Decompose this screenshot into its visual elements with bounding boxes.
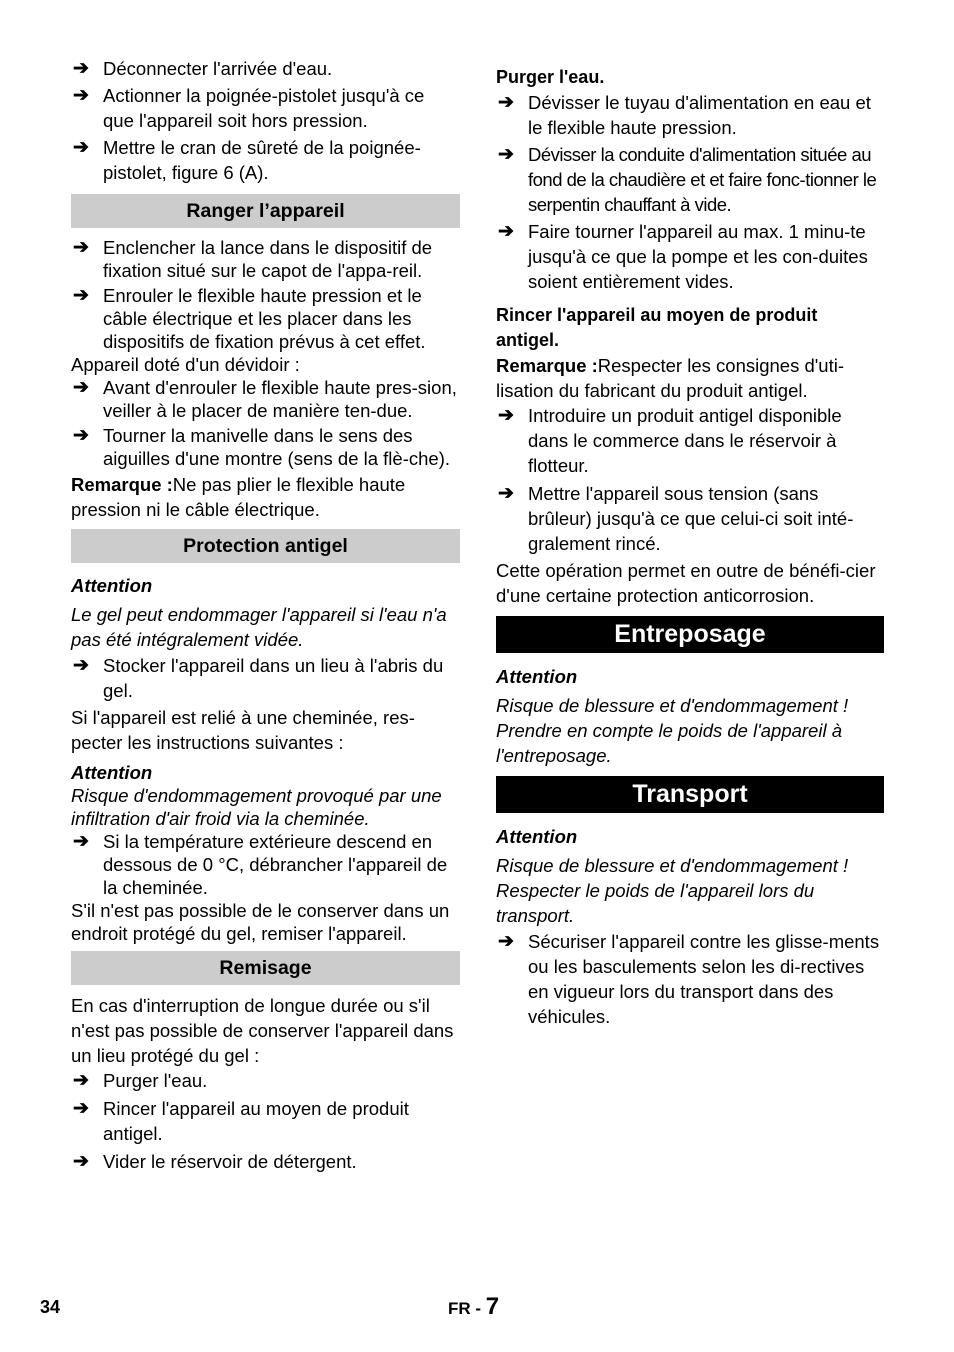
list-item: ➔ Enclencher la lance dans le dispositif de fixation situé sur le capot de l'appa-reil. <box>73 237 433 281</box>
arrow-right-icon: ➔ <box>498 405 514 426</box>
list-item: ➔ Rincer l'appareil au moyen de produit antigel. <box>73 1098 409 1144</box>
paragraph: S'il n'est pas possible de le conserver dans un endroit protégé du gel, remiser l'appareil. <box>71 900 450 944</box>
section-heading-entreposage: Entreposage <box>496 616 884 653</box>
list-item: ➔ Déconnecter l'arrivée d'eau. <box>73 58 333 79</box>
list-item: ➔ Dévisser le tuyau d'alimentation en eau et le flexible haute pression. <box>498 92 871 138</box>
note-paragraph: Remarque :Ne pas plier le flexible haute pression ni le câble électrique. <box>71 474 406 520</box>
attention-label: Attention <box>496 826 578 847</box>
attention-label: Attention <box>496 666 578 687</box>
arrow-right-icon: ➔ <box>73 58 89 79</box>
arrow-right-icon: ➔ <box>73 377 89 398</box>
paragraph: En cas d'interruption de longue durée ou s'il n'est pas possible de conserver l'appareil dans un lieu protégé du gel : <box>71 995 454 1066</box>
list-item: ➔ Mettre l'appareil sous tension (sans brûleur) jusqu'à ce que celui-ci soit inté-gralement rincé. <box>498 483 854 554</box>
arrow-right-icon: ➔ <box>73 285 89 306</box>
section-page-number: 7 <box>485 1293 500 1320</box>
section-heading-remisage: Remisage <box>71 951 460 985</box>
section-heading-antigel: Protection antigel <box>71 529 460 563</box>
arrow-right-icon: ➔ <box>73 137 89 158</box>
list-item: ➔ Stocker l'appareil dans un lieu à l'abris du gel. <box>73 655 444 701</box>
arrow-right-icon: ➔ <box>73 237 89 258</box>
list-item: ➔ Mettre le cran de sûreté de la poignée-pistolet, figure 6 (A). <box>73 137 421 183</box>
note-paragraph: Remarque :Respecter les consignes d'uti-lisation du fabricant du produit antigel. <box>496 355 844 401</box>
note-label: Remarque : <box>71 474 173 495</box>
arrow-right-icon: ➔ <box>498 221 514 242</box>
attention-text: Risque de blessure et d'endommagement ! Prendre en compte le poids de l'appareil à l'entreposage. <box>496 695 849 766</box>
list-item: ➔ Si la température extérieure descend en dessous de 0 °C, débrancher l'appareil de la cheminée. <box>73 831 448 898</box>
arrow-right-icon: ➔ <box>73 831 89 852</box>
arrow-right-icon: ➔ <box>498 931 514 952</box>
attention-text: Risque d'endommagement provoqué par une infiltration d'air froid via la cheminée. <box>71 785 442 829</box>
arrow-right-icon: ➔ <box>498 483 514 504</box>
arrow-right-icon: ➔ <box>73 1151 89 1172</box>
list-item: ➔ Actionner la poignée-pistolet jusqu'à ce que l'appareil soit hors pression. <box>73 85 425 131</box>
paragraph: Appareil doté d'un dévidoir : <box>71 354 300 375</box>
section-heading-transport: Transport <box>496 776 884 813</box>
subheading-rincer: Rincer l'appareil au moyen de produit antigel. <box>496 305 818 350</box>
paragraph: Cette opération permet en outre de bénéfi-cier d'une certaine protection anticorrosion. <box>496 560 876 606</box>
arrow-right-icon: ➔ <box>73 1070 89 1091</box>
attention-text: Le gel peut endommager l'appareil si l'eau n'a pas été intégralement vidée. <box>71 604 447 650</box>
arrow-right-icon: ➔ <box>73 655 89 676</box>
list-item: ➔ Avant d'enrouler le flexible haute pres-sion, veiller à le placer de manière ten-due. <box>73 377 457 421</box>
arrow-right-icon: ➔ <box>73 425 89 446</box>
list-item: ➔ Tourner la manivelle dans le sens des aiguilles d'une montre (sens de la flè-che). <box>73 425 450 469</box>
attention-label: Attention <box>71 575 153 596</box>
list-item: ➔ Vider le réservoir de détergent. <box>73 1151 357 1172</box>
note-label: Remarque : <box>496 355 598 376</box>
arrow-right-icon: ➔ <box>73 85 89 106</box>
arrow-right-icon: ➔ <box>73 1098 89 1119</box>
list-item: ➔ Introduire un produit antigel disponible dans le commerce dans le réservoir à flotteur. <box>498 405 842 476</box>
list-item: ➔ Faire tourner l'appareil au max. 1 minu-te jusqu'à ce que la pompe et les con-duites soient entièrement vides. <box>498 221 868 292</box>
right-column <box>496 56 884 1029</box>
list-item: ➔ Purger l'eau. <box>73 1070 208 1091</box>
page-number: 34 <box>40 1297 61 1317</box>
subheading-purger: Purger l'eau. <box>496 67 605 87</box>
attention-label: Attention <box>71 762 153 783</box>
attention-text: Risque de blessure et d'endommagement ! Respecter le poids de l'appareil lors du transport. <box>496 855 849 926</box>
language-page-label: FR - 7 <box>448 1293 500 1320</box>
list-item: ➔ Dévisser la conduite d'alimentation située au fond de la chaudière et et faire fonc-tionner le serpentin chauffant à vide. <box>498 144 877 215</box>
section-heading-ranger: Ranger l’appareil <box>71 194 460 228</box>
paragraph: Si l'appareil est relié à une cheminée, res-pecter les instructions suivantes : <box>71 707 415 753</box>
left-column <box>71 56 460 1174</box>
arrow-right-icon: ➔ <box>498 144 514 165</box>
list-item: ➔ Sécuriser l'appareil contre les glisse-ments ou les basculements selon les di-rectives en vigueur lors du transport dans des véhicules. <box>498 931 880 1027</box>
arrow-right-icon: ➔ <box>498 92 514 113</box>
list-item: ➔ Enrouler le flexible haute pression et le câble électrique et les placer dans les dispositifs de fixation prévus à cet effet. <box>73 285 426 352</box>
